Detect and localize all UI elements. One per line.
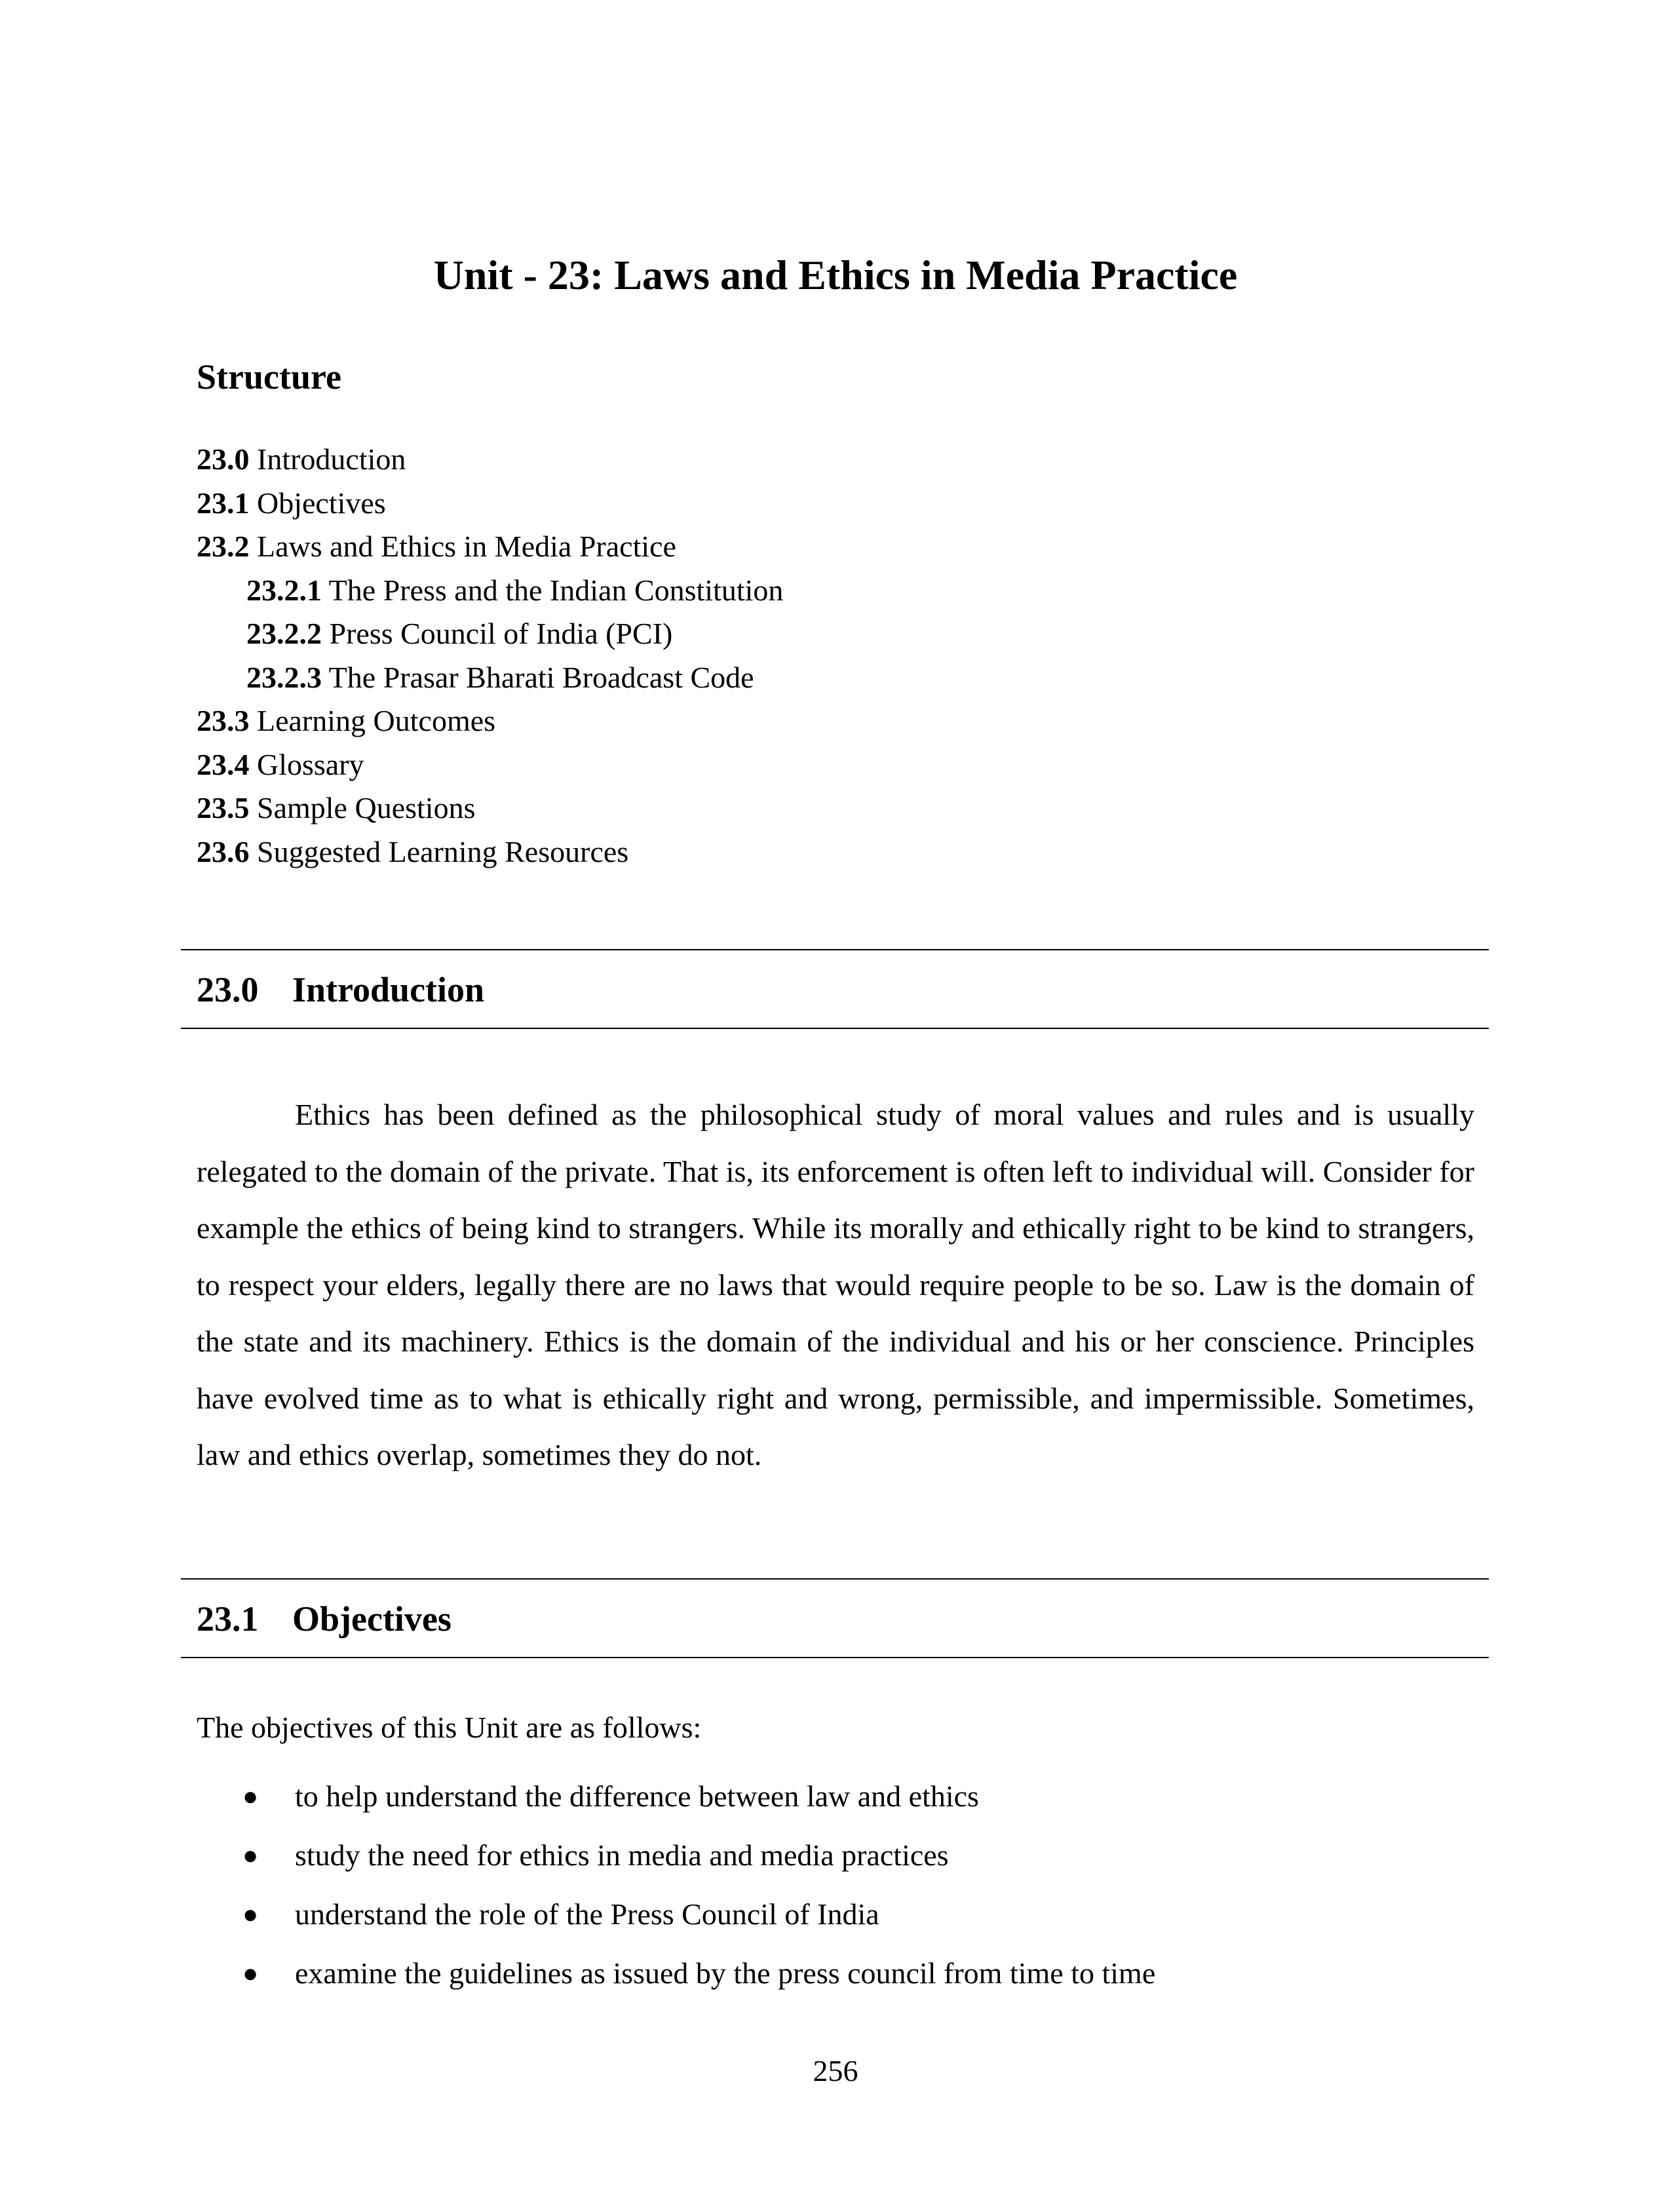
section-heading-objectives <box>197 1596 451 1642</box>
section-divider-bottom <box>181 1028 1489 1029</box>
toc-number: 23.6 <box>197 834 250 868</box>
toc-item-23-2-1 <box>197 569 783 613</box>
toc-item-23-2-2 <box>197 612 783 656</box>
toc-item-23-1 <box>197 482 783 526</box>
toc-item-23-4 <box>197 743 783 787</box>
objectives-lead: The objectives of this Unit are as follows: <box>197 1711 702 1744</box>
toc-number: 23.2 <box>197 530 250 563</box>
structure-heading: Structure <box>197 357 341 397</box>
list-item <box>197 1885 1155 1944</box>
toc-label: Learning Outcomes <box>257 704 496 737</box>
toc-number: 23.2.2 <box>246 617 322 650</box>
section-number: 23.1 <box>197 1599 259 1639</box>
objective-text: understand the role of the Press Council of India <box>295 1897 879 1931</box>
section-number: 23.0 <box>197 970 259 1009</box>
toc-item-23-5 <box>197 786 783 830</box>
bullet-icon: ● <box>242 1958 259 1988</box>
objective-text: to help understand the difference between law and ethics <box>295 1779 979 1813</box>
toc-number: 23.5 <box>197 791 250 825</box>
toc-number: 23.4 <box>197 747 250 781</box>
section-heading-introduction <box>197 967 484 1013</box>
toc-number: 23.2.3 <box>246 660 322 694</box>
toc-label: Press Council of India (PCI) <box>329 617 673 650</box>
toc-label: Laws and Ethics in Media Practice <box>257 530 676 563</box>
toc-item-23-3 <box>197 699 783 743</box>
section-title: Introduction <box>292 970 485 1009</box>
unit-title: Unit - 23: Laws and Ethics in Media Practice <box>433 252 1238 298</box>
bullet-icon: ● <box>242 1840 259 1870</box>
list-item <box>197 1767 1155 1826</box>
list-item <box>197 1826 1155 1885</box>
toc-item-23-0 <box>197 438 783 482</box>
toc-label: Objectives <box>257 486 386 520</box>
section-title: Objectives <box>292 1599 451 1639</box>
introduction-paragraph: Ethics has been defined as the philosophical study of moral values and rules and is usually relegated to the domain of the private. That is, its enforcement is often left to individual will. Consider for example the ethics of being kind to strangers. While its morally and ethically right to be kind to strangers, to respect your elders, legally there are no laws that would require people to be so. Law is the domain of the state and its machinery. Ethics is the domain of the individual and his or her conscience. Principles have evolved time as to what is ethically right and wrong, permissible, and impermissible. Sometimes, law and ethics overlap, sometimes they do not. <box>197 1098 1474 1471</box>
bullet-icon: ● <box>242 1781 259 1811</box>
toc-item-23-2 <box>197 525 783 569</box>
objectives-list <box>197 1767 1155 2003</box>
toc-number: 23.0 <box>197 442 250 476</box>
bullet-icon: ● <box>242 1899 259 1929</box>
toc-label: The Prasar Bharati Broadcast Code <box>328 660 754 694</box>
list-item <box>197 1944 1155 2003</box>
toc-label: Suggested Learning Resources <box>257 834 629 868</box>
toc-label: Introduction <box>257 442 406 476</box>
table-of-contents <box>197 438 783 874</box>
toc-label: Sample Questions <box>257 791 476 825</box>
toc-number: 23.2.1 <box>246 573 322 607</box>
objective-text: study the need for ethics in media and media practices <box>295 1838 949 1872</box>
toc-number: 23.3 <box>197 704 250 737</box>
section-divider-bottom <box>181 1657 1489 1658</box>
section-divider-top <box>181 949 1489 950</box>
section-divider-top <box>181 1578 1489 1580</box>
objective-text: examine the guidelines as issued by the press council from time to time <box>295 1956 1156 1990</box>
toc-label: The Press and the Indian Constitution <box>328 573 784 607</box>
toc-label: Glossary <box>257 747 364 781</box>
toc-number: 23.1 <box>197 486 250 520</box>
toc-item-23-6 <box>197 830 783 874</box>
page-number: 256 <box>813 2054 858 2087</box>
toc-item-23-2-3 <box>197 656 783 700</box>
